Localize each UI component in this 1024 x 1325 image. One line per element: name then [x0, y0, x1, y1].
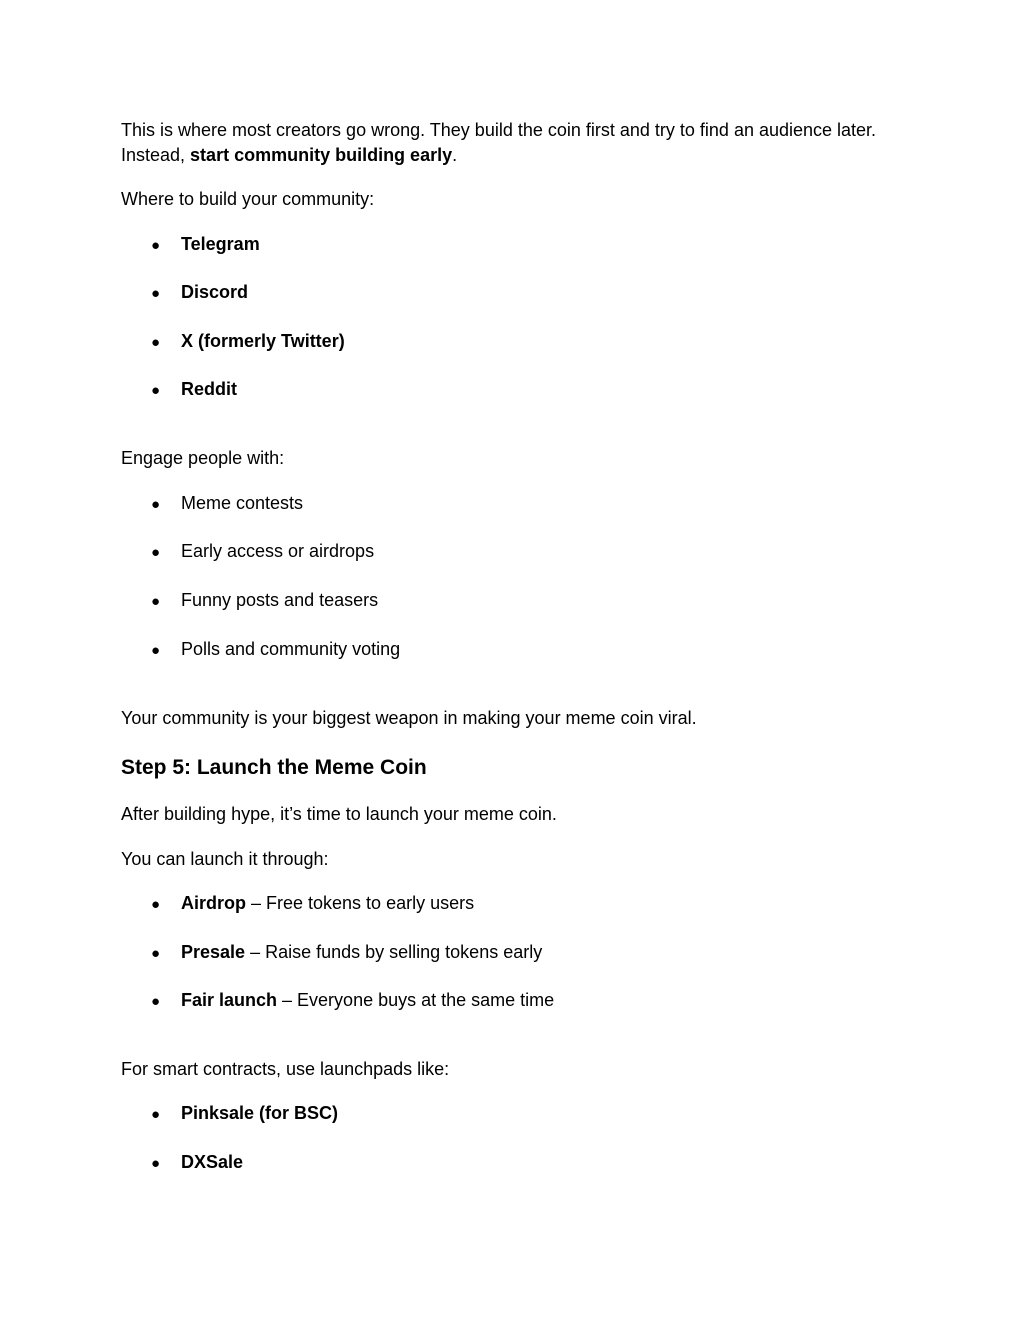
list-item: [151, 637, 400, 662]
list-item: [151, 280, 248, 305]
intro-line-1: This is where most creators go wrong. They build the coin first and try to find an audience later.: [121, 120, 877, 140]
platform-discord: Discord: [181, 282, 249, 302]
launch-heading: You can launch it through:: [121, 849, 329, 869]
bullet-icon: ●: [151, 237, 161, 254]
list-item: [151, 1101, 338, 1126]
list-item: [151, 988, 554, 1013]
where-heading: Where to build your community:: [121, 189, 375, 209]
launchpad-pinksale: Pinksale (for BSC): [181, 1103, 339, 1123]
list-item: [151, 588, 378, 613]
method-desc: – Raise funds by selling tokens early: [245, 942, 543, 962]
intro-line-2-prefix: Instead,: [121, 145, 191, 165]
platform-reddit: Reddit: [181, 379, 237, 399]
community-note: Your community is your biggest weapon in making your meme coin viral.: [121, 708, 697, 728]
list-item: [151, 491, 303, 516]
bullet-icon: ●: [151, 642, 161, 659]
after-hype-paragraph: After building hype, it’s time to launch your meme coin.: [121, 804, 557, 824]
list-item: [151, 940, 542, 965]
bullet-icon: ●: [151, 285, 161, 302]
intro-line-2-bold: start community building early: [190, 145, 453, 165]
bullet-icon: ●: [151, 496, 161, 513]
engagement-item: Early access or airdrops: [181, 541, 375, 561]
platform-x: X (formerly Twitter): [181, 331, 345, 351]
launchpad-dxsale: DXSale: [181, 1152, 244, 1172]
method-desc: – Free tokens to early users: [246, 893, 475, 913]
list-item: [151, 329, 345, 354]
intro-paragraph: [121, 118, 911, 168]
method-desc: – Everyone buys at the same time: [277, 990, 555, 1010]
bullet-icon: ●: [151, 1106, 161, 1123]
bullet-icon: ●: [151, 544, 161, 561]
list-item: [151, 539, 374, 564]
bullet-icon: ●: [151, 334, 161, 351]
engagement-item: Funny posts and teasers: [181, 590, 379, 610]
list-item: [151, 891, 474, 916]
bullet-icon: ●: [151, 945, 161, 962]
engagement-item: Polls and community voting: [181, 639, 401, 659]
list-item: [151, 1150, 243, 1175]
list-item: [151, 232, 260, 257]
bullet-icon: ●: [151, 593, 161, 610]
step5-title: Step 5: Launch the Meme Coin: [121, 756, 427, 779]
bullet-icon: ●: [151, 993, 161, 1010]
bullet-icon: ●: [151, 896, 161, 913]
bullet-icon: ●: [151, 1155, 161, 1172]
engagement-item: Meme contests: [181, 493, 304, 513]
list-item: [151, 377, 237, 402]
platform-telegram: Telegram: [181, 234, 260, 254]
intro-line-2-suffix: .: [452, 145, 458, 165]
method-name: Fair launch: [181, 990, 278, 1010]
engage-heading: Engage people with:: [121, 448, 285, 468]
contracts-heading: For smart contracts, use launchpads like:: [121, 1059, 450, 1079]
method-name: Presale: [181, 942, 246, 962]
bullet-icon: ●: [151, 382, 161, 399]
method-name: Airdrop: [181, 893, 246, 913]
